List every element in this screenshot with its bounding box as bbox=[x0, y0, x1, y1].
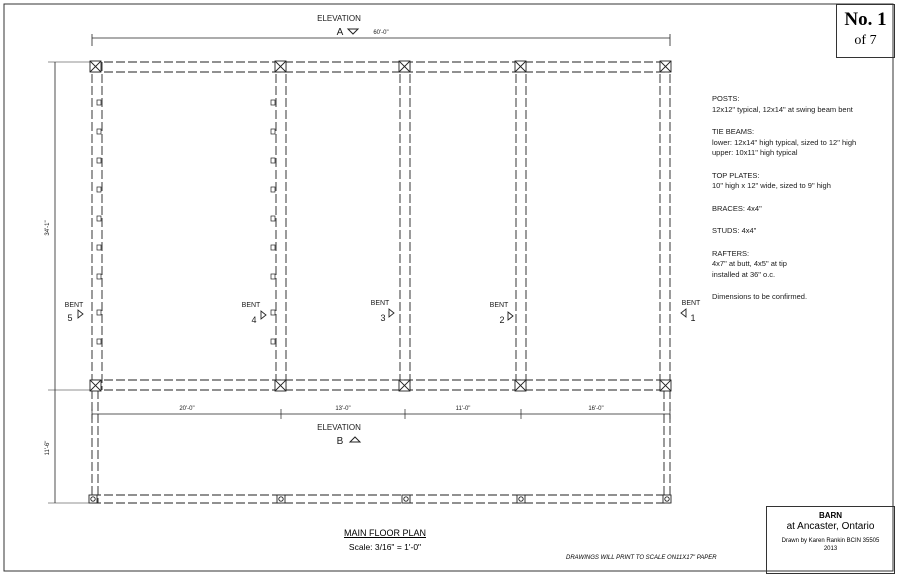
lower-post bbox=[402, 495, 410, 503]
sheet-number-box bbox=[836, 4, 895, 58]
bent-marker-1 bbox=[681, 300, 701, 323]
sheet-total: of 7 bbox=[854, 33, 877, 48]
top-plates-heading: TOP PLATES: bbox=[712, 170, 760, 180]
bent-5-label: BENT bbox=[64, 302, 84, 309]
lower-post bbox=[89, 495, 97, 503]
lower-posts bbox=[89, 495, 671, 503]
bent-3-number: 3 bbox=[380, 313, 386, 323]
tie-beams-heading: TIE BEAMS: bbox=[712, 127, 755, 136]
elevation-a-label: ELEVATION bbox=[317, 14, 361, 23]
sheet-number: No. 1 bbox=[844, 9, 887, 30]
side-dim-lower-label: 11'-6" bbox=[45, 440, 51, 456]
print-note: DRAWINGS WILL PRINT TO SCALE ON11X17" PAPER bbox=[566, 555, 717, 561]
construction-notes bbox=[712, 94, 892, 315]
post bbox=[660, 61, 671, 72]
post bbox=[399, 61, 410, 72]
title-block bbox=[766, 506, 895, 574]
bay-dim-1: 20'-0" bbox=[179, 406, 195, 412]
bent-marker-3 bbox=[371, 300, 394, 323]
post bbox=[90, 380, 101, 391]
overall-dimension-label: 60'-0" bbox=[373, 30, 389, 36]
bent-1-number: 1 bbox=[690, 313, 696, 323]
project-name: BARN bbox=[818, 511, 843, 520]
tie-beams-lower: lower: 12x14" high typical, sized to 12" high bbox=[712, 137, 857, 147]
post bbox=[515, 61, 526, 72]
bay-dim-4: 16'-0" bbox=[588, 406, 604, 412]
bent-4-label: BENT bbox=[241, 302, 261, 309]
drawn-by: Drawn by Karen Rankin BCIN 35505 bbox=[781, 538, 880, 544]
rafters-spacing: installed at 36" o.c. bbox=[712, 269, 776, 279]
posts bbox=[90, 61, 671, 391]
bent-marker-2 bbox=[490, 302, 513, 325]
bent-3-label: BENT bbox=[370, 300, 390, 307]
post bbox=[660, 380, 671, 391]
bent-4-number: 4 bbox=[251, 315, 257, 325]
braces-note: BRACES: 4x4" bbox=[712, 203, 762, 213]
plan-title: MAIN FLOOR PLAN bbox=[343, 528, 426, 538]
project-location: at Ancaster, Ontario bbox=[786, 521, 875, 532]
tie-beams-upper: upper: 10x11" high typical bbox=[712, 148, 798, 157]
posts-heading: POSTS: bbox=[712, 94, 740, 103]
elevation-a-triangle bbox=[348, 29, 358, 34]
rafters-size: 4x7" at butt, 4x5" at tip bbox=[712, 259, 787, 268]
bent-2-number: 2 bbox=[499, 315, 505, 325]
bay-dim-3: 11'-0" bbox=[455, 406, 471, 412]
lower-post bbox=[663, 495, 671, 503]
post bbox=[275, 380, 286, 391]
posts-note: 12x12" typical, 12x14" at swing beam bent bbox=[712, 104, 853, 114]
post bbox=[399, 380, 410, 391]
studs-note: STUDS: 4x4" bbox=[712, 226, 757, 235]
rafters-heading: RAFTERS: bbox=[712, 248, 750, 258]
lower-post bbox=[277, 495, 285, 503]
post bbox=[515, 380, 526, 391]
main-walls bbox=[92, 62, 670, 390]
post bbox=[275, 61, 286, 72]
top-plates-note: 10" high x 12" wide, sized to 9" high bbox=[712, 181, 831, 190]
bent-marker-4 bbox=[242, 302, 266, 325]
elevation-b-label: ELEVATION bbox=[317, 423, 361, 432]
bent-marker-5 bbox=[65, 302, 84, 323]
drawing-year: 2013 bbox=[823, 546, 838, 552]
bent-5-number: 5 bbox=[67, 313, 73, 323]
side-dim-main-label: 34'-1" bbox=[45, 220, 51, 236]
bay-dim-2: 13'-0" bbox=[335, 406, 351, 412]
elevation-b-triangle bbox=[350, 437, 360, 442]
elevation-b-letter: B bbox=[336, 436, 344, 447]
plan-scale: Scale: 3/16" = 1'-0" bbox=[348, 542, 422, 552]
elevation-a-letter: A bbox=[336, 27, 344, 38]
bent-2-label: BENT bbox=[489, 302, 509, 309]
bent-1-label: BENT bbox=[681, 300, 701, 307]
lower-post bbox=[517, 495, 525, 503]
post bbox=[90, 61, 101, 72]
dimensions-note: Dimensions to be confirmed. bbox=[712, 292, 808, 301]
